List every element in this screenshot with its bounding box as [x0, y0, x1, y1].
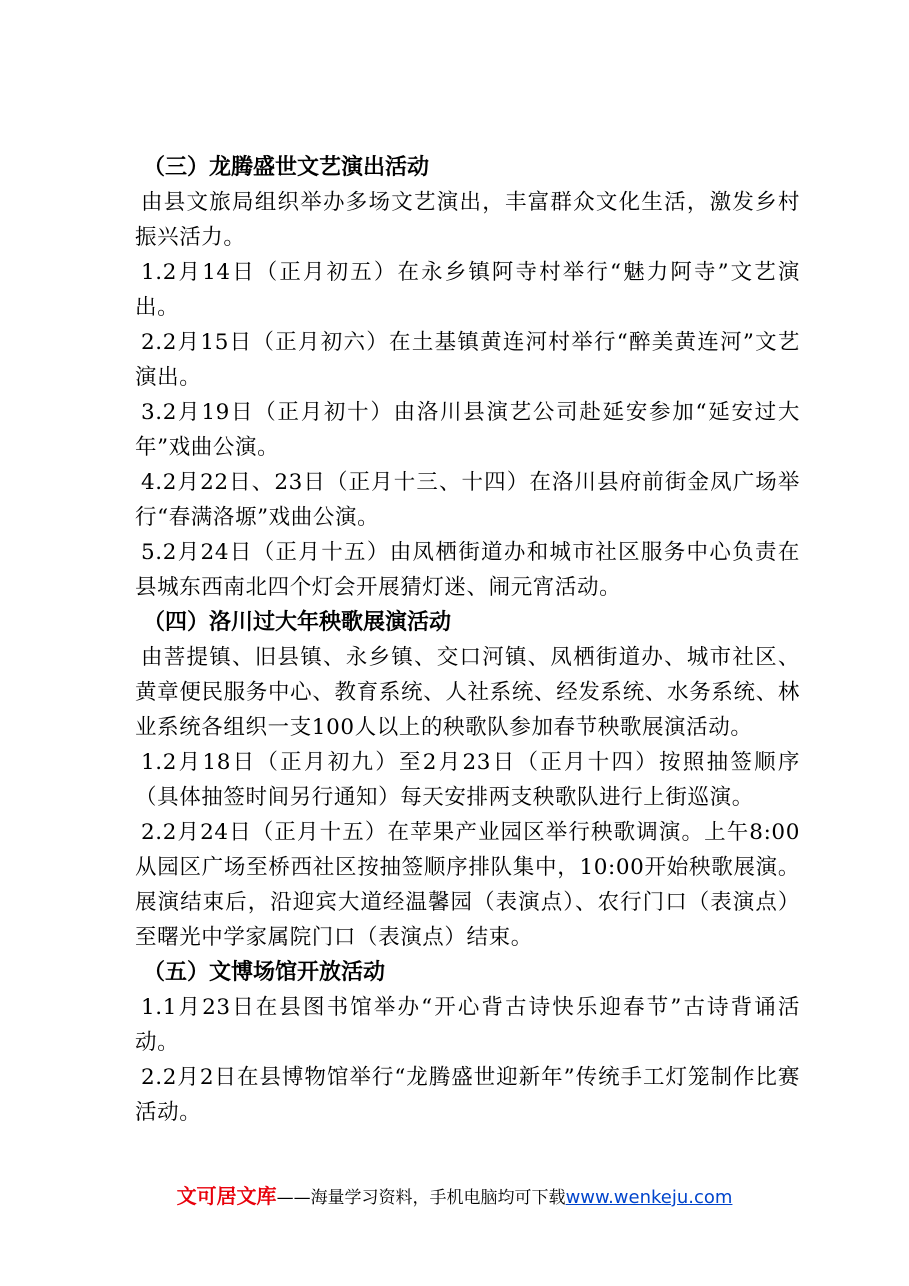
- paragraph: 1.1月23日在县图书馆举办“开心背古诗快乐迎春节”古诗背诵活动。: [135, 995, 800, 1055]
- section-heading: （四）洛川过大年秧歌展演活动: [143, 609, 452, 635]
- footer-slogan: ——海量学习资料，手机电脑均可下载: [276, 1188, 566, 1208]
- section-museums: [135, 955, 800, 1130]
- section-yangko: [135, 605, 800, 955]
- paragraph: 2.2月24日（正月十五）在苹果产业园区举行秧歌调演。上午8:00从园区广场至桥西社区按抽签顺序排队集中，10:00开始秧歌展演。展演结束后，沿迎宾大道经温馨园（表演点）、农行门口（表演点）至曙光中学家属院门口（表演点）结束。: [135, 820, 800, 950]
- paragraph: 由县文旅局组织举办多场文艺演出，丰富群众文化生活，激发乡村振兴活力。: [135, 190, 800, 250]
- paragraph: 3.2月19日（正月初十）由洛川县演艺公司赴延安参加“延安过大年”戏曲公演。: [135, 400, 800, 460]
- section-heading: （三）龙腾盛世文艺演出活动: [143, 154, 430, 180]
- paragraph: 2.2月15日（正月初六）在土基镇黄连河村举行“醉美黄连河”文艺演出。: [135, 330, 800, 390]
- paragraph: 由菩提镇、旧县镇、永乡镇、交口河镇、凤栖街道办、城市社区、黄章便民服务中心、教育系统、人社系统、经发系统、水务系统、林业系统各组织一支100人以上的秧歌队参加春节秧歌展演活动。: [135, 645, 800, 740]
- footer-link[interactable]: www.wenkeju.com: [565, 1187, 733, 1208]
- paragraph: 4.2月22日、23日（正月十三、十四）在洛川县府前街金凤广场举行“春满洛塬”戏曲公演。: [135, 470, 800, 530]
- document-body: [135, 150, 800, 1130]
- section-performances: [135, 150, 800, 605]
- footer-brand: 文可居文库: [176, 1184, 277, 1208]
- section-heading: （五）文博场馆开放活动: [143, 959, 386, 985]
- paragraph: 1.2月18日（正月初九）至2月23日（正月十四）按照抽签顺序（具体抽签时间另行通知）每天安排两支秧歌队进行上街巡演。: [135, 750, 800, 810]
- paragraph: 5.2月24日（正月十五）由凤栖街道办和城市社区服务中心负责在县城东西南北四个灯会开展猜灯迷、闹元宵活动。: [135, 540, 800, 600]
- paragraph: 1.2月14日（正月初五）在永乡镇阿寺村举行“魅力阿寺”文艺演出。: [135, 260, 800, 320]
- footer-watermark: [0, 1183, 909, 1211]
- paragraph: 2.2月2日在县博物馆举行“龙腾盛世迎新年”传统手工灯笼制作比赛活动。: [135, 1065, 800, 1125]
